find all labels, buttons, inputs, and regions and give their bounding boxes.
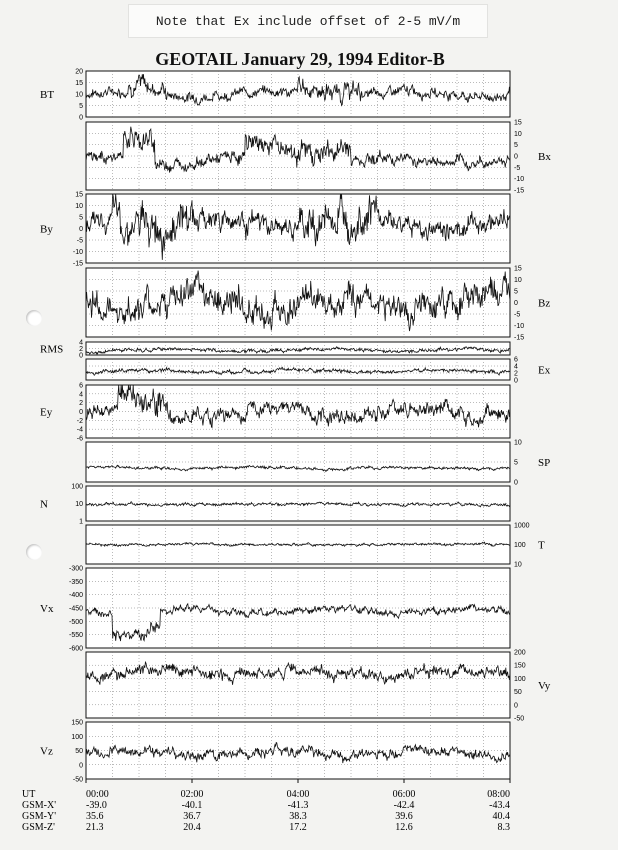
orbit-value: 20.4 (183, 822, 201, 833)
panel-label-bt: BT (40, 89, 55, 101)
tick-label-bz: 10 (514, 277, 522, 284)
tick-label-vz: 100 (71, 733, 83, 741)
orbit-value: -43.4 (489, 800, 510, 811)
tick-label-sp: 10 (514, 439, 522, 447)
tick-label-bz: 0 (514, 300, 518, 307)
tick-label-bx: 5 (514, 142, 518, 150)
tick-label-bt: 5 (79, 103, 83, 110)
tick-label-bz: -15 (514, 334, 525, 342)
tick-label-vy: 100 (514, 675, 526, 683)
tick-label-ey: 4 (79, 391, 83, 399)
tick-label-vx: -350 (68, 578, 83, 586)
tick-label-bt: 0 (79, 114, 83, 122)
panel-label-ey: Ey (40, 406, 53, 419)
tick-label-sp: 0 (514, 479, 518, 487)
tick-label-by: 15 (75, 191, 83, 199)
tick-label-bx: -5 (514, 164, 521, 172)
tick-label-by: 5 (79, 214, 83, 222)
tick-label-bz: 15 (514, 265, 522, 273)
tick-label-bt: 20 (75, 68, 83, 76)
panel-label-t: T (538, 539, 545, 552)
tick-label-rms: 4 (79, 339, 83, 347)
orbit-value: 39.6 (395, 811, 413, 822)
tick-label-vx: -450 (68, 605, 83, 613)
tick-label-bx: 15 (514, 119, 522, 127)
tick-label-vx: -400 (68, 592, 83, 600)
tick-label-ey: -2 (76, 417, 83, 425)
tick-label-t: 1000 (514, 522, 530, 530)
orbit-value: 36.7 (183, 811, 201, 822)
tick-label-ex: 0 (514, 377, 518, 385)
tick-label-bz: -5 (514, 311, 521, 319)
ut-tick-label: 08:00 (487, 789, 510, 800)
tick-label-vy: 50 (514, 689, 522, 697)
orbit-value: 40.4 (492, 811, 510, 822)
tick-label-t: 100 (514, 542, 526, 549)
panel-label-sp: SP (538, 457, 551, 469)
tick-label-n: 1 (79, 518, 83, 526)
orbit-value: 35.6 (86, 811, 104, 822)
panel-label-vy: Vy (538, 680, 551, 692)
panel-label-bz: Bz (538, 297, 551, 310)
tick-label-vy: 200 (514, 649, 526, 657)
tick-label-ey: 0 (79, 409, 83, 416)
panel-label-vz: Vz (40, 745, 53, 758)
tick-label-bt: 10 (75, 91, 83, 99)
tick-label-vx: -550 (68, 632, 83, 640)
tick-label-ex: 2 (514, 370, 518, 378)
tick-label-ey: -4 (76, 426, 83, 434)
tick-label-rms: 0 (79, 352, 83, 360)
orbit-value: -42.4 (393, 800, 415, 811)
ut-tick-label: 00:00 (86, 789, 109, 800)
tick-label-vx: -600 (68, 645, 83, 653)
tick-label-bz: 5 (514, 288, 518, 296)
tick-label-bx: -15 (514, 187, 525, 195)
tick-label-ex: 6 (514, 356, 518, 364)
tick-label-n: 100 (71, 483, 83, 491)
panel-label-ex: Ex (538, 364, 551, 377)
orbit-value: 12.6 (395, 822, 413, 833)
tick-label-bx: -10 (514, 176, 525, 184)
tick-label-ey: 6 (79, 382, 83, 390)
tick-label-bx: 10 (514, 130, 522, 138)
orbit-value: -39.0 (86, 800, 107, 811)
tick-label-vx: -500 (68, 618, 83, 626)
ut-tick-label: 02:00 (180, 789, 204, 800)
orbit-value: -41.3 (287, 800, 309, 811)
tick-label-ex: 4 (514, 363, 518, 371)
tick-label-vz: 50 (75, 748, 83, 755)
orbit-row-label: GSM-X' (22, 800, 57, 811)
orbit-value: 17.2 (289, 822, 307, 833)
orbit-value: 8.3 (497, 822, 510, 833)
orbit-row-label: GSM-Z' (22, 822, 55, 833)
orbit-value: 38.3 (289, 811, 307, 822)
tick-label-by: -10 (72, 249, 83, 256)
tick-label-rms: 2 (79, 346, 83, 353)
tick-label-bt: 15 (75, 80, 83, 87)
tick-label-n: 10 (75, 501, 83, 508)
orbit-row-label: GSM-Y' (22, 811, 57, 822)
orbit-value: -40.1 (181, 800, 203, 811)
panel-label-by: By (40, 223, 53, 236)
tick-label-t: 10 (514, 561, 522, 569)
tick-label-vz: 150 (71, 719, 83, 727)
ut-tick-label: 04:00 (286, 789, 310, 800)
tick-label-vx: -300 (68, 565, 83, 573)
orbit-value: 21.3 (86, 822, 104, 833)
tick-label-vy: -50 (514, 715, 525, 723)
panel-label-vx: Vx (40, 603, 54, 615)
tick-label-by: -5 (76, 237, 83, 245)
tick-label-vz: -50 (72, 776, 83, 784)
tick-label-by: -15 (72, 260, 83, 268)
tick-label-bx: 0 (514, 153, 518, 161)
tick-label-vy: 150 (514, 662, 526, 670)
panel-label-rms: RMS (40, 343, 64, 356)
panel-label-n: N (40, 498, 48, 511)
tick-label-ey: -6 (76, 435, 83, 443)
chart-title: GEOTAIL January 29, 1994 Editor-B (155, 49, 445, 69)
offset-note: Note that Ex include offset of 2-5 mV/m (128, 4, 488, 38)
ut-tick-label: 06:00 (392, 789, 416, 800)
orbit-row-label: UT (22, 789, 36, 800)
tick-label-bz: -10 (514, 323, 525, 330)
tick-label-ey: 2 (79, 400, 83, 408)
tick-label-by: 10 (75, 203, 83, 210)
tick-label-vy: 0 (514, 702, 518, 710)
panel-label-bx: Bx (538, 151, 551, 163)
tick-label-by: 0 (79, 226, 83, 233)
tick-label-vz: 0 (79, 762, 83, 770)
tick-label-sp: 5 (514, 459, 518, 467)
